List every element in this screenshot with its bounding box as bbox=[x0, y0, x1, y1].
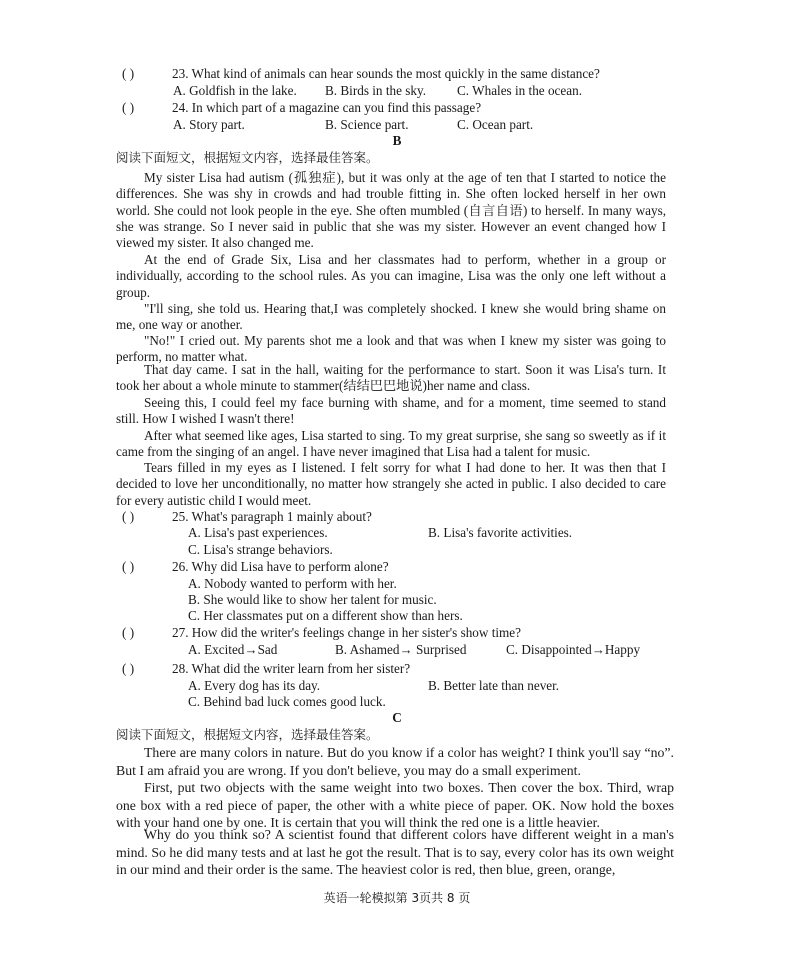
option-a: A. Excited→Sad bbox=[188, 642, 278, 657]
question-27 bbox=[122, 625, 521, 641]
option-a: A. Story part. bbox=[173, 117, 245, 132]
question-24 bbox=[122, 100, 481, 116]
option-a: A. Nobody wanted to perform with her. bbox=[188, 576, 397, 591]
option-b: B. Birds in the sky. bbox=[325, 83, 426, 98]
question-stem: 25. What's paragraph 1 mainly about? bbox=[172, 509, 372, 524]
passage-c-paragraph-2: First, put two objects with the same weight into two boxes. Then cover the box. Third, wrap one box with a red piece of paper, the other with a white piece of paper. OK. Now hold the boxes with your hand one by one. It is certain that you will think the red one is a little heavier. bbox=[116, 780, 674, 831]
option-c: C. Lisa's strange behaviors. bbox=[188, 542, 333, 557]
question-stem: 24. In which part of a magazine can you find this passage? bbox=[172, 100, 482, 115]
passage-b-paragraph-2: At the end of Grade Six, Lisa and her classmates had to perform, whether in a group or individually, according to the school rules. As you can imagine, Lisa was the only one left without a group. bbox=[116, 252, 666, 300]
option-a: A. Goldfish in the lake. bbox=[173, 83, 297, 98]
question-28 bbox=[122, 661, 410, 677]
passage-b-paragraph-1: My sister Lisa had autism (孤独症), but it was only at the age of ten that I started to notice the differences. She was shy in crowds and had trouble fitting in. She often locked herself in her own world. She could not look people in the eye. She often mumbled (自言自语) to herself. In many ways, she was strange. So I never said in public that she was my sister. However an event changed how I viewed my sister. It also changed me. bbox=[116, 170, 666, 251]
answer-blank[interactable]: ( ) bbox=[122, 625, 135, 640]
option-b: B. Lisa's favorite activities. bbox=[428, 525, 573, 540]
question-stem: 26. Why did Lisa have to perform alone? bbox=[172, 559, 389, 574]
answer-blank[interactable]: ( ) bbox=[122, 66, 135, 81]
section-c-label: C bbox=[392, 710, 402, 725]
section-b-instruction: 阅读下面短文，根据短文内容，选择最佳答案。 bbox=[116, 150, 379, 165]
option-c: C. Her classmates put on a different show than hers. bbox=[188, 608, 463, 623]
option-b: B. Science part. bbox=[325, 117, 409, 132]
passage-c-paragraph-3: Why do you think so? A scientist found that different colors have different weight in a man's mind. So he did many tests and at last he got the result. That is to say, every color has its own weight in our mind and their order is the same. The heaviest color is red, then blue, green, orange, bbox=[116, 827, 674, 878]
question-stem: 27. How did the writer's feelings change in her sister's show time? bbox=[172, 625, 522, 640]
question-26 bbox=[122, 559, 389, 575]
passage-b-paragraph-5: That day came. I sat in the hall, waiting for the performance to start. Soon it was Lisa's turn. It took her about a whole minute to stammer(结结巴巴地说)her name and class. bbox=[116, 362, 666, 394]
section-b-label: B bbox=[392, 133, 402, 148]
passage-c-paragraph-1: There are many colors in nature. But do you know if a color has weight? I think you'll say “no”. But I am afraid you are wrong. If you don't believe, you may do a small experiment. bbox=[116, 745, 674, 778]
option-c: C. Whales in the ocean. bbox=[457, 83, 582, 98]
option-c: C. Ocean part. bbox=[457, 117, 534, 132]
passage-b-paragraph-3: "I'll sing, she told us. Hearing that,I was completely shocked. I knew she would bring shame on me, one way or another. bbox=[116, 301, 666, 333]
section-c-instruction: 阅读下面短文，根据短文内容，选择最佳答案。 bbox=[116, 727, 379, 742]
option-a: A. Lisa's past experiences. bbox=[188, 525, 328, 540]
answer-blank[interactable]: ( ) bbox=[122, 661, 135, 676]
question-23 bbox=[122, 66, 600, 82]
option-a: A. Every dog has its day. bbox=[188, 678, 321, 693]
option-b: B. Ashamed→ Surprised bbox=[335, 642, 467, 657]
passage-b-paragraph-4: "No!" I cried out. My parents shot me a look and that was when I knew my sister was going to perform, no matter what. bbox=[116, 333, 666, 365]
answer-blank[interactable]: ( ) bbox=[122, 100, 135, 115]
option-b: B. She would like to show her talent for music. bbox=[188, 592, 437, 607]
page-footer: 英语一轮模拟第 3页共 8 页 bbox=[323, 891, 471, 905]
question-25 bbox=[122, 509, 372, 525]
option-c: C. Disappointed→Happy bbox=[506, 642, 641, 657]
passage-b-paragraph-8: Tears filled in my eyes as I listened. I felt sorry for what I had done to her. It was then that I decided to love her unconditionally, no matter how strangely she acted in public. I also decided to care for every autistic child I would meet. bbox=[116, 460, 666, 508]
answer-blank[interactable]: ( ) bbox=[122, 559, 135, 574]
option-b: B. Better late than never. bbox=[428, 678, 560, 693]
answer-blank[interactable]: ( ) bbox=[122, 509, 135, 524]
passage-b-paragraph-6: Seeing this, I could feel my face burning with shame, and for a moment, time seemed to stand still. How I wished I wasn't there! bbox=[116, 395, 666, 427]
option-c: C. Behind bad luck comes good luck. bbox=[188, 694, 386, 709]
question-stem: 23. What kind of animals can hear sounds the most quickly in the same distance? bbox=[172, 66, 600, 81]
question-stem: 28. What did the writer learn from her sister? bbox=[172, 661, 411, 676]
passage-b-paragraph-7: After what seemed like ages, Lisa started to sing. To my great surprise, she sang so sweetly as if it came from the singing of an angel. I have never imagined that Lisa had a talent for music. bbox=[116, 428, 666, 460]
